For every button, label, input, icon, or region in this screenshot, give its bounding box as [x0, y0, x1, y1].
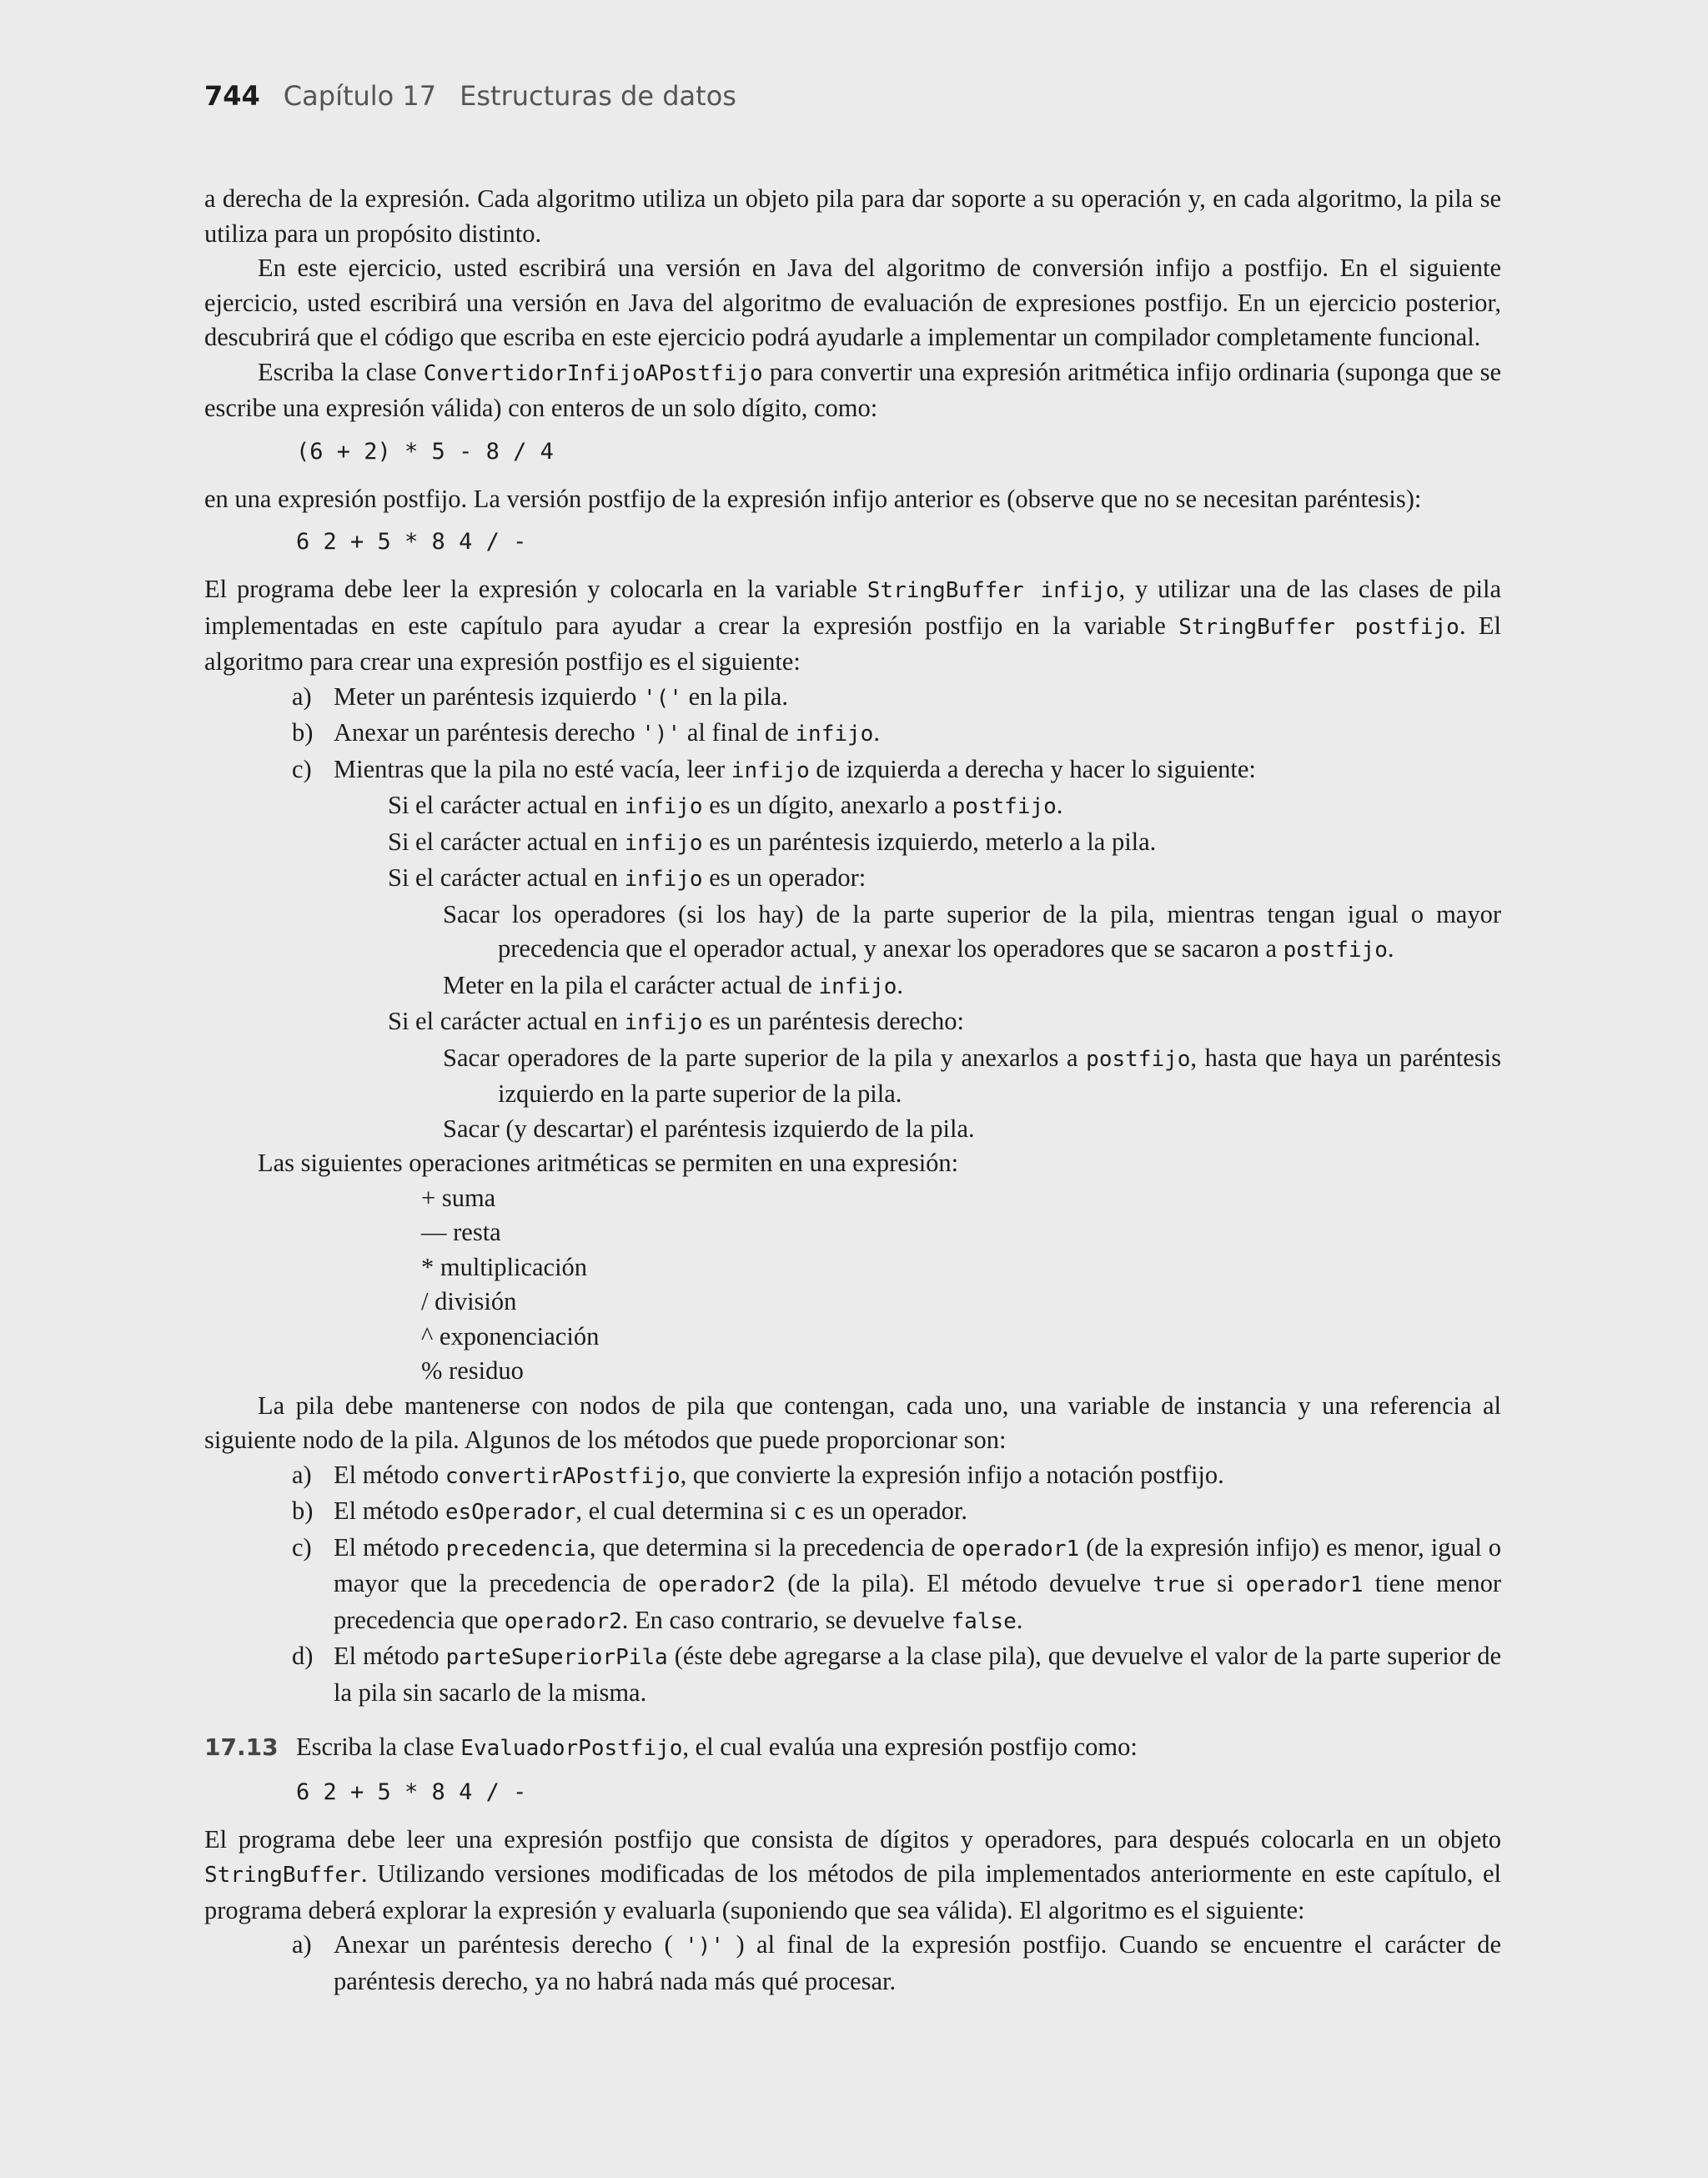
algorithm-substep: Sacar (y descartar) el paréntesis izquierdo de la pila.: [443, 1114, 975, 1143]
algorithm-substep: Sacar los operadores (si los hay) de la parte superior de la pila, mientras tengan igual o mayor precedencia que el operador actual, y anexar los operadores que se sacaron a postfijo.: [443, 899, 1501, 963]
operator-item: % residuo: [421, 1356, 524, 1385]
algorithm-substep: Si el carácter actual en infijo es un dígito, anexarlo a postfijo.: [388, 791, 1063, 819]
paragraph: La pila debe mantenerse con nodos de pila que contengan, cada uno, una variable de instancia y una referencia al siguiente nodo de la pila. Algunos de los métodos que puede proporcionar son:: [204, 1391, 1501, 1454]
paragraph: en una expresión postfijo. La versión postfijo de la expresión infijo anterior es (observe que no se necesitan paréntesis):: [204, 484, 1422, 513]
algorithm-step: b) Anexar un paréntesis derecho ')' al final de infijo.: [292, 718, 880, 747]
page-body: [204, 182, 1501, 1999]
algorithm-substep: Si el carácter actual en infijo es un paréntesis derecho:: [388, 1007, 964, 1035]
class-name: ConvertidorInfijoAPostfijo: [423, 360, 763, 386]
paragraph: a derecha de la expresión. Cada algoritmo utiliza un objeto pila para dar soporte a su operación y, en cada algoritmo, la pila se utiliza para un propósito distinto.: [204, 184, 1501, 248]
chapter-label: Capítulo 17: [283, 80, 437, 112]
operator-list: [204, 1181, 1501, 1389]
exercise-17-13: 17.13 Escriba la clase EvaluadorPostfijo, el cual evalúa una expresión postfijo como:: [204, 1730, 1501, 1767]
code-example: (6 + 2) * 5 - 8 / 4: [296, 438, 554, 465]
paragraph: En este ejercicio, usted escribirá una versión en Java del algoritmo de conversión infijo a postfijo. En el siguiente ejercicio, usted escribirá una versión en Java del algoritmo de evaluación de expresiones postfijo. En un ejercicio posterior, descubrirá que el código que escriba en este ejercicio podrá ayudarle a implementar un compilador completamente funcional.: [204, 254, 1501, 351]
algorithm-substep: Si el carácter actual en infijo es un paréntesis izquierdo, meterlo a la pila.: [388, 827, 1157, 856]
operator-item: ^ exponenciación: [421, 1321, 600, 1351]
chapter-title: Estructuras de datos: [460, 80, 736, 112]
method-item: d) El método parteSuperiorPila (éste debe agregarse a la clase pila), que devuelve el valor de la parte superior de la pila sin sacarlo de la misma.: [292, 1642, 1501, 1707]
code-example: 6 2 + 5 * 8 4 / -: [296, 529, 527, 555]
algorithm-step: a) Meter un paréntesis izquierdo '(' en la pila.: [292, 682, 788, 711]
method-item: c) El método precedencia, que determina si la precedencia de operador1 (de la expresión infijo) es menor, igual o mayor que la precedencia de operador2 (de la pila). El método devuelve true si operador1 tiene menor precedencia que operador2. En caso contrario, se devuelve false.: [292, 1532, 1502, 1634]
method-item: b) El método esOperador, el cual determina si c es un operador.: [292, 1496, 968, 1525]
operator-item: — resta: [421, 1218, 501, 1246]
paragraph: Las siguientes operaciones aritméticas se permiten en una expresión:: [258, 1149, 959, 1177]
method-item: a) El método convertirAPostfijo, que convierte la expresión infijo a notación postfijo.: [292, 1460, 1224, 1489]
paragraph: Escriba la clase ConvertidorInfijoAPostfijo para convertir una expresión aritmética infijo ordinaria (suponga que se escribe una expresión válida) con enteros de un solo dígito, como:: [204, 357, 1502, 422]
operator-item: / división: [421, 1287, 517, 1315]
operator-item: + suma: [421, 1183, 496, 1212]
algorithm-step: c) Mientras que la pila no esté vacía, leer infijo de izquierda a derecha y hacer lo siguiente:: [292, 754, 1256, 783]
algorithm-substep: Sacar operadores de la parte superior de la pila y anexarlos a postfijo, hasta que haya un paréntesis izquierdo en la parte superior de la pila.: [443, 1043, 1501, 1108]
exercise-number: 17.13: [204, 1733, 279, 1761]
paragraph: El programa debe leer una expresión postfijo que consista de dígitos y operadores, para después colocarla en un objeto StringBuffer. Utilizando versiones modificadas de los métodos de pila implementados anteriormente en este capítulo, el programa deberá explorar la expresión y evaluarla (suponiendo que sea válida). El algoritmo es el siguiente:: [204, 1824, 1501, 1924]
page-number: 744: [204, 80, 260, 112]
algorithm-step: a) Anexar un paréntesis derecho ( ')' ) al final de la expresión postfijo. Cuando se encuentre el carácter de paréntesis derecho, ya no habrá nada más qué procesar.: [292, 1930, 1502, 1995]
running-header: [204, 80, 736, 112]
operator-item: * multiplicación: [421, 1252, 588, 1281]
paragraph: El programa debe leer la expresión y colocarla en la variable StringBuffer infijo, y utilizar una de las clases de pila implementadas en este capítulo para ayudar a crear la expresión postfijo en la variable StringBuffer postfijo. El algoritmo para crear una expresión postfijo es el siguiente:: [204, 575, 1502, 676]
algorithm-substep: Si el carácter actual en infijo es un operador:: [388, 863, 867, 892]
code-example: 6 2 + 5 * 8 4 / -: [296, 1778, 527, 1805]
algorithm-substep: Meter en la pila el carácter actual de infijo.: [443, 970, 903, 999]
